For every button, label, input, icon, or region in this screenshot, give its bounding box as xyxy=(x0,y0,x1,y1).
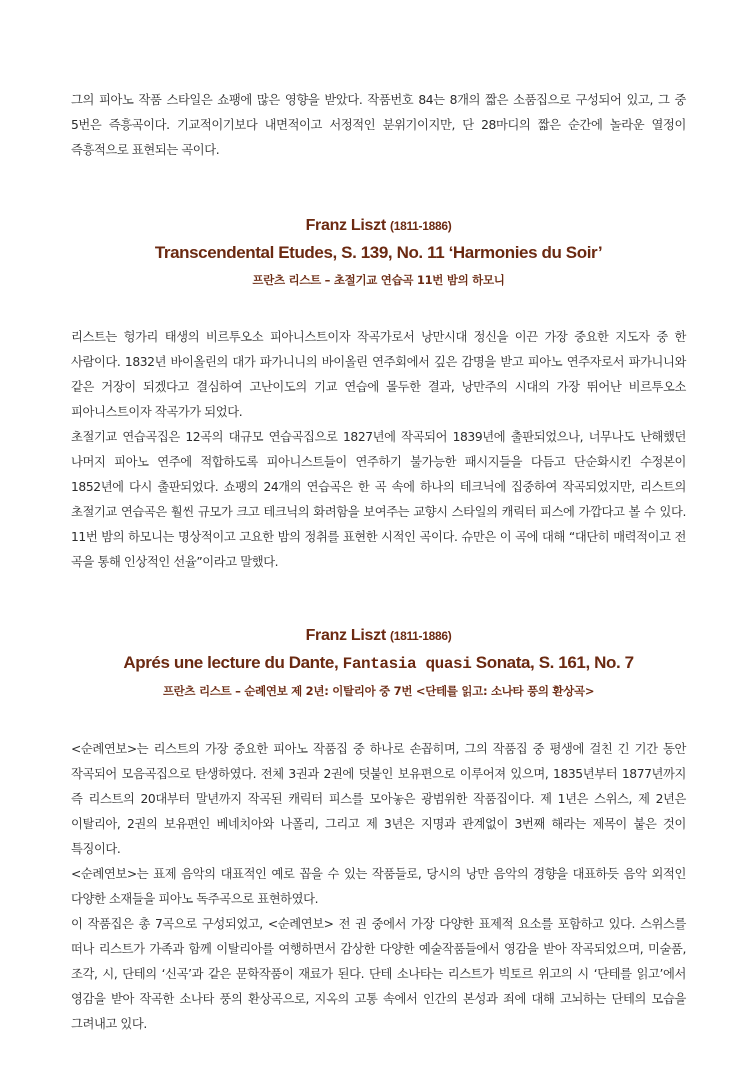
intro-section xyxy=(71,88,686,163)
section-2-body xyxy=(71,737,686,1037)
section-2-paragraph-3: 이 작품집은 총 7곡으로 구성되었고, <순례연보> 전 권 중에서 가장 다양한 표제적 요소를 포함하고 있다. 스위스를 떠나 리스트가 가족과 함께 이탈리아를 여행하면서 감상한 다양한 예술작품들에서 영감을 받아 작곡되었으며, 미술품, 조각, 시, 단테의 ‘신곡’과 같은 문학작품이 재료가 된다. 단테 소나타는 리스트가 빅토르 위고의 시 ‘단테를 읽고’에서 영감을 받아 작곡한 소나타 풍의 환상곡으로, 지옥의 고통 속에서 인간의 본성과 죄에 대해 고뇌하는 단테의 모습을 그려내고 있다. xyxy=(71,917,686,1031)
section-2-paragraph-1: <순례연보>는 리스트의 가장 중요한 피아노 작품집 중 하나로 손꼽히며, 그의 작품집 중 평생에 걸친 긴 기간 동안 작곡되어 모음곡집으로 탄생하였다. 전체 3권과 2권에 덧붙인 보유편으로 이루어져 있으며, 1835년부터 1877년까지 즉 리스트의 20대부터 말년까지 작곡된 캐릭터 피스를 모아놓은 광범위한 작품집이다. 제 1년은 스위스, 제 2년은 이탈리아, 2권의 보유편인 베네치아와 나폴리, 그리고 제 3년은 지명과 관계없이 3번째 해라는 제목이 붙은 것이 특징이다. xyxy=(71,742,686,856)
section-2-work-title-part-1: Aprés une lecture du Dante, xyxy=(123,653,343,672)
section-1-composer: Franz Liszt xyxy=(305,217,386,234)
section-2-years: (1811-1886) xyxy=(390,629,452,643)
section-1-heading xyxy=(71,214,686,292)
section-1-body xyxy=(71,325,686,575)
section-1-korean-title: 프란츠 리스트 – 초절기교 연습곡 11번 밤의 하모니 xyxy=(252,273,505,287)
section-2-korean-title: 프란츠 리스트 – 순례연보 제 2년: 이탈리아 중 7번 <단테를 읽고: 소나타 풍의 환상곡> xyxy=(162,684,595,698)
section-1-paragraph-1: 리스트는 헝가리 태생의 비르투오소 피아니스트이자 작곡가로서 낭만시대 정신을 이끈 가장 중요한 지도자 중 한 사람이다. 1832년 바이올린의 대가 파가니니의 바이올린 연주회에서 깊은 감명을 받고 피아노 연주자로서 파가니니와 같은 거장이 되겠다고 결심하여 고난이도의 기교 연습에 몰두한 결과, 낭만주의 시대의 가장 뛰어난 비르투오소 피아니스트이자 작곡가가 되었다. xyxy=(71,330,686,419)
section-1-composer-line xyxy=(71,214,686,238)
section-2-work-title xyxy=(71,648,686,679)
section-1-years: (1811-1886) xyxy=(390,219,452,233)
section-2-heading xyxy=(71,624,686,703)
section-2-work-title-part-2: Sonata, S. 161, No. 7 xyxy=(471,653,634,672)
section-2-work-title-mono: Fantasia quasi xyxy=(342,655,472,673)
section-1-work-title: Transcendental Etudes, S. 139, No. 11 ‘Harmonies du Soir’ xyxy=(154,243,603,262)
section-2-paragraph-2: <순례연보>는 표제 음악의 대표적인 예로 꼽을 수 있는 작품들로, 당시의 낭만 음악의 경향을 대표하듯 음악 외적인 다양한 소재들을 피아노 독주곡으로 표현하였다. xyxy=(71,867,686,906)
section-1-paragraph-2: 초절기교 연습곡집은 12곡의 대규모 연습곡집으로 1827년에 작곡되어 1839년에 출판되었으나, 너무나도 난해했던 나머지 피아노 연주에 적합하도록 피아니스트들이 연주하기 불가능한 패시지들을 다듬고 단순화시킨 수정본이 1852년에 다시 출판되었다. 쇼팽의 24개의 연습곡은 한 곡 속에 하나의 테크닉에 집중하여 작곡되었지만, 리스트의 초절기교 연습곡은 훨씬 규모가 크고 테크닉의 화려함을 보여주는 교향시 스타일의 캐릭터 피스에 가깝다고 볼 수 있다. 11번 밤의 하모니는 명상적이고 고요한 밤의 정취를 표현한 시적인 곡이다. 슈만은 이 곡에 대해 “대단히 매력적이고 전 곡을 통해 인상적인 선율”이라고 말했다. xyxy=(71,430,686,569)
intro-paragraph: 그의 피아노 작품 스타일은 쇼팽에 많은 영향을 받았다. 작품번호 84는 8개의 짧은 소품집으로 구성되어 있고, 그 중 5번은 즉흥곡이다. 기교적이기보다 내면적이고 서정적인 분위기이지만, 단 28마디의 짧은 순간에 놀라운 열정이 즉흥적으로 표현되는 곡이다. xyxy=(71,93,686,157)
section-2-composer-line xyxy=(71,624,686,648)
section-2-composer: Franz Liszt xyxy=(305,627,386,644)
